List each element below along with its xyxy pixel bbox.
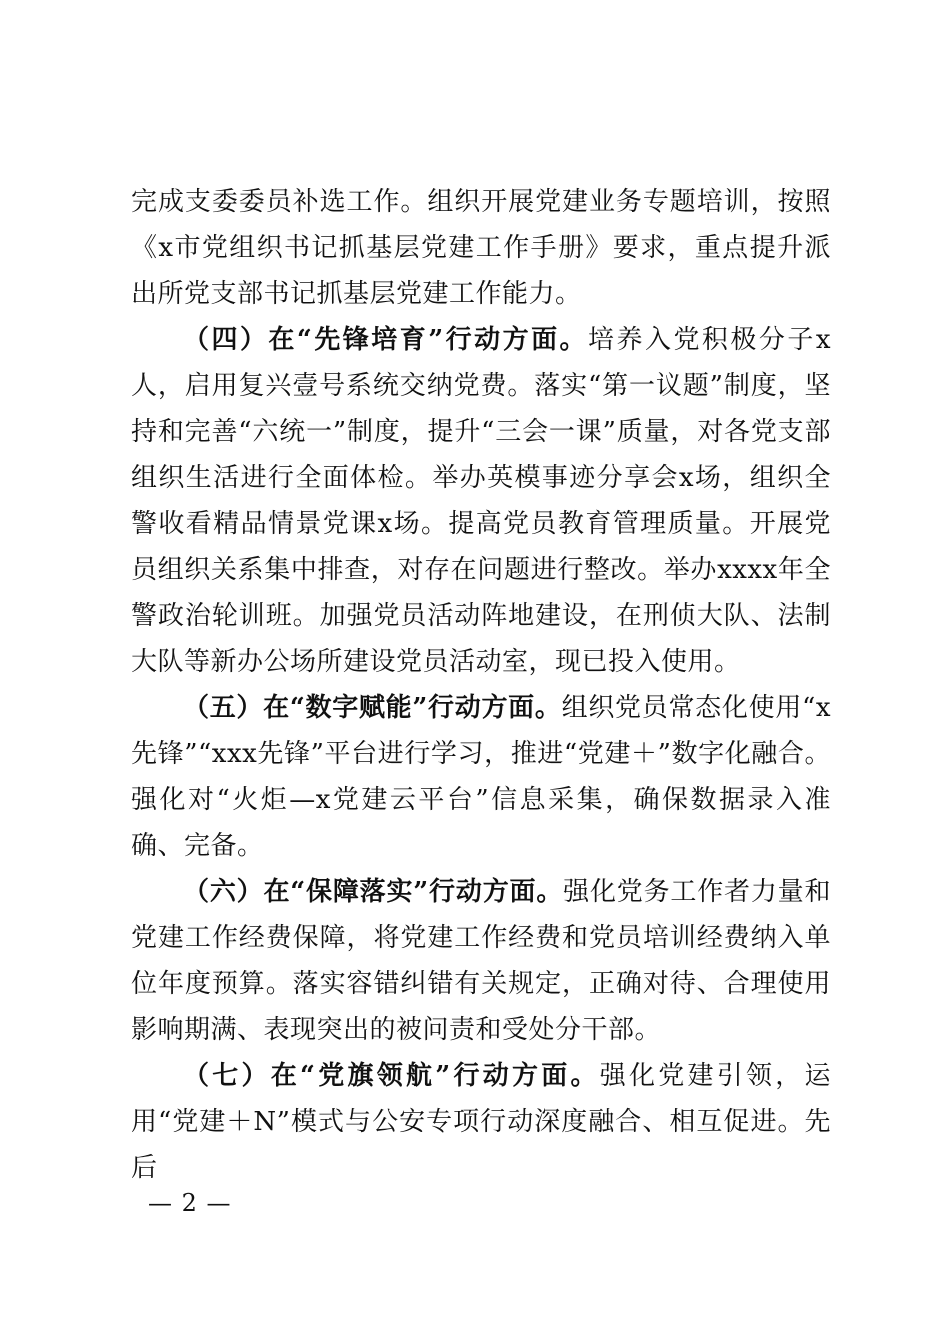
section-heading: （七）在“党旗领航”行动方面。 — [183, 1061, 600, 1091]
body-text — [131, 179, 831, 1191]
paragraph-section-7 — [131, 1053, 831, 1191]
section-heading: （五）在“数字赋能”行动方面。 — [183, 693, 562, 723]
paragraph-text: 强化党务工作者力量和党建工作经费保障，将党建工作经费和党员培训经费纳入单位年度预算。落实容错纠错有关规定，正确对待、合理使用影响期满、表现突出的被问责和受处分干部。 — [131, 877, 831, 1045]
paragraph-text: 培养入党积极分子x人，启用复兴壹号系统交纳党费。落实“第一议题”制度，坚持和完善“六统一”制度，提升“三会一课”质量，对各党支部组织生活进行全面体检。举办英模事迹分享会x场，组织全警收看精品情景党课x场。提高党员教育管理质量。开展党员组织关系集中排查，对存在问题进行整改。举办xxxx年全警政治轮训班。加强党员活动阵地建设，在刑侦大队、法制大队等新办公场所建设党员活动室，现已投入使用。 — [131, 325, 831, 677]
paragraph-text: 组织党员常态化使用“x先锋”“xxx先锋”平台进行学习，推进“党建＋”数字化融合。强化对“火炬—x党建云平台”信息采集，确保数据录入准确、完备。 — [131, 693, 831, 861]
section-heading: （六）在“保障落实”行动方面。 — [183, 877, 564, 907]
paragraph-text: 完成支委委员补选工作。组织开展党建业务专题培训，按照《x市党组织书记抓基层党建工作手册》要求，重点提升派出所党支部书记抓基层党建工作能力。 — [131, 187, 831, 309]
paragraph-section-5 — [131, 685, 831, 869]
paragraph-section-4 — [131, 317, 831, 685]
section-heading: （四）在“先锋培育”行动方面。 — [183, 325, 589, 355]
paragraph-continuation — [131, 179, 831, 317]
page-number: — 2 — — [148, 1189, 232, 1217]
paragraph-section-6 — [131, 869, 831, 1053]
paragraph-text: 强化党建引领，运用“党建＋N”模式与公安专项行动深度融合、相互促进。先后 — [131, 1061, 831, 1183]
